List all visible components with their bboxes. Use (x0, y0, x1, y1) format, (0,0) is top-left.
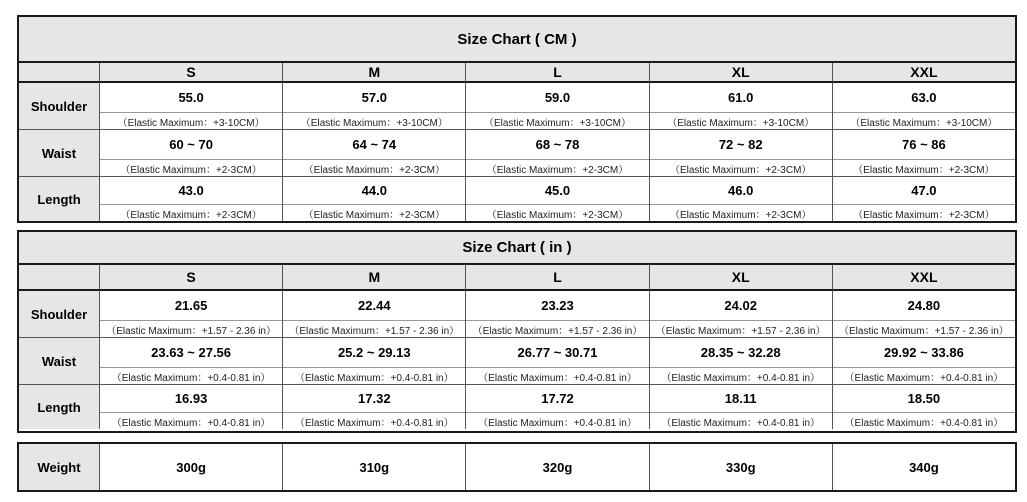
cell-value: 43.0 (100, 177, 282, 205)
size-chart-in-title: Size Chart ( in ) (19, 232, 1015, 265)
cell-value: 22.44 (283, 291, 465, 321)
cell-note: （Elastic Maximum：+0.4-0.81 in） (844, 372, 1004, 384)
weight-cell: 300g (99, 444, 282, 490)
cell-value: 45.0 (466, 177, 648, 205)
cell-note: （Elastic Maximum：+0.4-0.81 in） (478, 372, 637, 384)
cell-value: 24.80 (833, 291, 1015, 321)
cell-value: 17.72 (466, 385, 648, 413)
row-label-waist: Waist (19, 130, 99, 177)
weight-grid (19, 444, 1015, 490)
cell-note: （Elastic Maximum：+3-10CM） (667, 117, 815, 129)
cell-value: 59.0 (466, 83, 648, 113)
cell-value: 76 ~ 86 (833, 130, 1015, 160)
table-cell (649, 83, 832, 130)
row-label-shoulder: Shoulder (19, 291, 99, 338)
cell-note: （Elastic Maximum：+2-3CM） (853, 164, 995, 176)
cell-value: 47.0 (833, 177, 1015, 205)
table-cell (465, 130, 648, 177)
table-cell (99, 83, 282, 130)
cell-note: （Elastic Maximum：+1.57 - 2.36 in） (472, 325, 643, 337)
table-cell (465, 291, 648, 338)
size-header-xl: XL (649, 63, 832, 83)
table-cell (465, 83, 648, 130)
cell-note: （Elastic Maximum：+1.57 - 2.36 in） (839, 325, 1009, 337)
table-cell (282, 83, 465, 130)
cell-note: （Elastic Maximum：+1.57 - 2.36 in） (106, 325, 276, 337)
table-cell (282, 385, 465, 429)
cell-value: 17.32 (283, 385, 465, 413)
size-chart-in (17, 230, 1017, 433)
weight-cell: 340g (832, 444, 1015, 490)
size-header-xxl: XXL (832, 63, 1015, 83)
cell-value: 46.0 (650, 177, 832, 205)
cell-note: （Elastic Maximum：+0.4-0.81 in） (844, 417, 1004, 429)
cell-value: 26.77 ~ 30.71 (466, 338, 648, 368)
table-cell (99, 385, 282, 429)
row-label-length: Length (19, 177, 99, 221)
cell-note: （Elastic Maximum：+2-3CM） (120, 209, 262, 221)
table-cell (99, 291, 282, 338)
table-cell (649, 177, 832, 221)
cell-note: （Elastic Maximum：+0.4-0.81 in） (111, 372, 271, 384)
cell-note: （Elastic Maximum：+1.57 - 2.36 in） (289, 325, 460, 337)
size-header-l: L (465, 265, 648, 291)
table-cell (832, 338, 1015, 385)
size-chart-in-grid (19, 265, 1015, 429)
corner-cell (19, 265, 99, 291)
cell-note: （Elastic Maximum：+2-3CM） (486, 164, 629, 176)
table-cell (649, 130, 832, 177)
cell-value: 57.0 (283, 83, 465, 113)
table-cell (832, 385, 1015, 429)
cell-note: （Elastic Maximum：+3-10CM） (484, 117, 631, 129)
cell-value: 25.2 ~ 29.13 (283, 338, 465, 368)
cell-value: 23.23 (466, 291, 648, 321)
cell-value: 16.93 (100, 385, 282, 413)
cell-note: （Elastic Maximum：+0.4-0.81 in） (661, 372, 821, 384)
cell-note: （Elastic Maximum：+0.4-0.81 in） (294, 417, 454, 429)
cell-value: 24.02 (650, 291, 832, 321)
cell-value: 72 ~ 82 (650, 130, 832, 160)
table-cell (99, 338, 282, 385)
table-cell (832, 177, 1015, 221)
size-header-xxl: XXL (832, 265, 1015, 291)
cell-note: （Elastic Maximum：+0.4-0.81 in） (111, 417, 271, 429)
table-cell (649, 338, 832, 385)
table-cell (465, 385, 648, 429)
cell-value: 23.63 ~ 27.56 (100, 338, 282, 368)
table-cell (282, 130, 465, 177)
cell-value: 21.65 (100, 291, 282, 321)
size-header-s: S (99, 63, 282, 83)
weight-cell: 310g (282, 444, 465, 490)
cell-note: （Elastic Maximum：+2-3CM） (486, 209, 629, 221)
cell-note: （Elastic Maximum：+2-3CM） (303, 209, 445, 221)
row-label-length: Length (19, 385, 99, 429)
table-cell (282, 291, 465, 338)
cell-note: （Elastic Maximum：+3-10CM） (117, 117, 265, 129)
cell-note: （Elastic Maximum：+0.4-0.81 in） (661, 417, 821, 429)
cell-note: （Elastic Maximum：+2-3CM） (303, 164, 445, 176)
cell-note: （Elastic Maximum：+2-3CM） (853, 209, 995, 221)
size-chart-cm (17, 15, 1017, 223)
cell-value: 44.0 (283, 177, 465, 205)
cell-value: 64 ~ 74 (283, 130, 465, 160)
cell-note: （Elastic Maximum：+2-3CM） (669, 164, 812, 176)
size-chart-cm-title: Size Chart ( CM ) (19, 17, 1015, 63)
cell-value: 61.0 (650, 83, 832, 113)
weight-cell: 320g (465, 444, 648, 490)
cell-value: 68 ~ 78 (466, 130, 648, 160)
size-header-l: L (465, 63, 648, 83)
row-label-waist: Waist (19, 338, 99, 385)
cell-note: （Elastic Maximum：+0.4-0.81 in） (294, 372, 454, 384)
table-cell (832, 130, 1015, 177)
table-cell (649, 385, 832, 429)
cell-value: 18.11 (650, 385, 832, 413)
row-label-weight: Weight (19, 444, 99, 490)
table-cell (282, 177, 465, 221)
table-cell (99, 130, 282, 177)
size-header-m: M (282, 63, 465, 83)
cell-value: 29.92 ~ 33.86 (833, 338, 1015, 368)
size-header-xl: XL (649, 265, 832, 291)
row-label-shoulder: Shoulder (19, 83, 99, 130)
cell-value: 28.35 ~ 32.28 (650, 338, 832, 368)
table-cell (465, 177, 648, 221)
cell-value: 18.50 (833, 385, 1015, 413)
table-cell (465, 338, 648, 385)
cell-note: （Elastic Maximum：+2-3CM） (669, 209, 812, 221)
weight-table (17, 442, 1017, 492)
cell-value: 55.0 (100, 83, 282, 113)
cell-value: 60 ~ 70 (100, 130, 282, 160)
table-cell (832, 291, 1015, 338)
table-cell (832, 83, 1015, 130)
cell-note: （Elastic Maximum：+2-3CM） (120, 164, 262, 176)
cell-note: （Elastic Maximum：+3-10CM） (300, 117, 448, 129)
table-cell (649, 291, 832, 338)
cell-note: （Elastic Maximum：+3-10CM） (850, 117, 998, 129)
size-header-m: M (282, 265, 465, 291)
corner-cell (19, 63, 99, 83)
weight-cell: 330g (649, 444, 832, 490)
cell-note: （Elastic Maximum：+1.57 - 2.36 in） (655, 325, 826, 337)
cell-value: 63.0 (833, 83, 1015, 113)
table-cell (99, 177, 282, 221)
cell-note: （Elastic Maximum：+0.4-0.81 in） (478, 417, 637, 429)
size-chart-cm-grid (19, 63, 1015, 221)
size-header-s: S (99, 265, 282, 291)
table-cell (282, 338, 465, 385)
